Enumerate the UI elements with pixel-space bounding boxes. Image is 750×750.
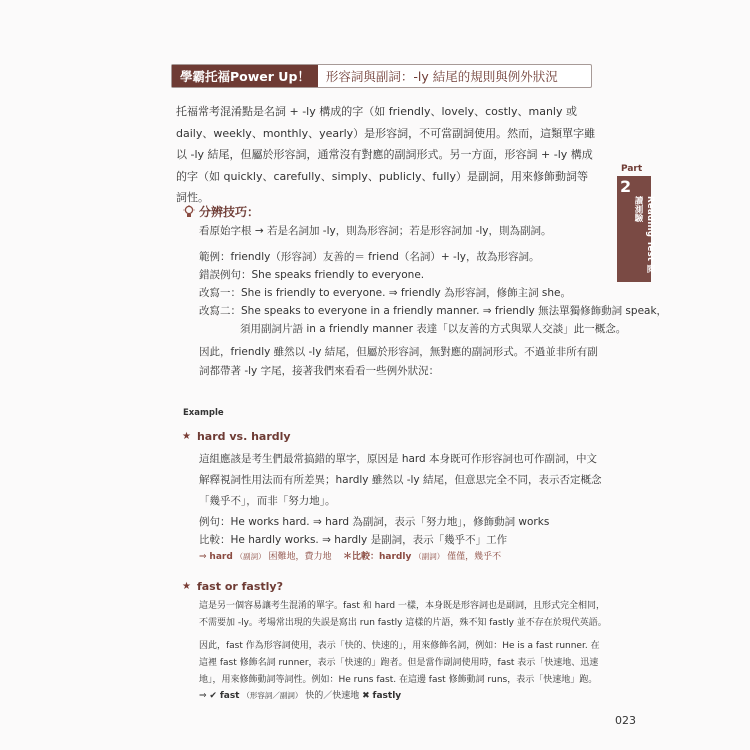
tips-wrong-sentence: 錯誤例句：She speaks friendly to everyone. [199, 269, 425, 281]
intro-paragraph: 托福常考混淆點是名詞 + -ly 構成的字（如 friendly、lovely、costly、manly 或 daily、weekly、monthly、yearly）是形容詞，不可當副詞使用。然而，這類單字雖以 -ly 結尾，但屬於形容詞，通常沒有對應的副詞形式。另一方面，形容詞 + -ly 構成的字（如 quickly、carefully、simply、publicly、fully）是副詞，用來修飾動詞等詞性。 [176, 105, 596, 204]
part-label: Part [621, 164, 643, 174]
note-compare-hardly: ＊比較：hardly [343, 552, 412, 562]
banner-title: 形容詞與副詞：-ly 結尾的規則與例外狀況 [325, 69, 558, 84]
section-hard-description: 這組應該是考生們最常搞錯的單字，原因是 hard 本身既可作形容詞也可作副詞，中文解釋視詞性用法而有所差異；hardly 雖然以 -ly 結尾，但意思完全不同，表示否定概念「幾乎不」，而非「努力地」。 [199, 453, 602, 507]
tips-rewrite-two: 改寫二：She speaks to everyone in a friendly manner. ⇒ friendly 無法單獨修飾動詞 speak， [199, 305, 668, 317]
note-wrong-fastly: fastly [372, 691, 402, 701]
part-side-tab [617, 164, 655, 282]
tips-conclusion: 因此，friendly 雖然以 -ly 結尾，但屬於形容詞，無對應的副詞形式。不過並非所有副詞都帶著 -ly 字尾，接著我們來看看一些例外狀況： [199, 346, 598, 377]
section-hard-note [199, 549, 501, 562]
lightbulb-icon [183, 205, 195, 219]
tips-heading-label: 分辨技巧： [199, 205, 260, 219]
tips-rewrite-one: 改寫一：She is friendly to everyone. ⇒ friendly 為形容詞，修飾主詞 she。 [199, 287, 572, 299]
arrow-icon: ⇒ [199, 552, 207, 562]
section-hard-title: hard vs. hardly [196, 430, 291, 443]
note-meaning-hard: 困難地，費力地 [268, 552, 332, 562]
star-icon: ★ [182, 581, 191, 592]
cross-icon: ✖ [362, 691, 370, 701]
section-fast-description-1: 這是另一個容易讓考生混淆的單字。fast 和 hard 一樣，本身既是形容詞也是副詞，且形式完全相同，不需要加 -ly。考場常出現的失誤是寫出 run fastly 這樣的片語，殊不知 fastly 並不存在於現代英語。 [199, 601, 607, 628]
part-title: Reading Test 閱讀測驗 [633, 196, 655, 274]
section-hard-heading [182, 430, 291, 443]
tips-rule: 看原始字根 → 若是名詞加 -ly，則為形容詞；若是形容詞加 -ly，則為副詞。 [199, 225, 552, 237]
section-hard-example: 例句：He works hard. ⇒ hard 為副詞，表示「努力地」，修飾動詞 works [199, 516, 550, 528]
section-fast-description-2: 因此，fast 作為形容詞使用，表示「快的、快速的」，用來修飾名詞，例如：He is a fast runner. 在這裡 fast 修飾名詞 runner，表示「快速的」跑者。但是當作副詞使用時，fast 表示「快速地、迅速地」，用來修飾動詞等詞性。例如：He runs fast. 在這邊 fast 修飾動詞 runs，表示「快速地」跑。 [199, 641, 600, 685]
note-meaning-hardly: 僅僅，幾乎不 [447, 552, 502, 562]
section-fast-note [199, 688, 401, 701]
part-number: 2 [620, 177, 632, 196]
star-icon: ★ [182, 431, 191, 442]
section-fast-title: fast or fastly? [196, 580, 283, 593]
section-hard-compare: 比較：He hardly works. ⇒ hardly 是副詞，表示「幾乎不」工作 [199, 534, 508, 546]
note-pos-fast: （形容詞／副詞） [242, 691, 303, 700]
note-word-fast: fast [219, 691, 240, 701]
note-meaning-fast: 快的／快速地 [305, 691, 360, 701]
page-number: 023 [615, 714, 636, 727]
check-icon: ⇒ ✔ [199, 691, 217, 701]
section-fast-heading [182, 580, 283, 593]
section-banner [171, 64, 592, 88]
tips-heading [183, 203, 259, 220]
tips-example: 範例：friendly（形容詞）友善的＝ friend（名詞）+ -ly，故為形容詞。 [199, 251, 540, 263]
note-word-hard: hard [209, 552, 233, 562]
tips-rewrite-two-cont: 須用副詞片語 in a friendly manner 表達「以友善的方式與眾人交談」此一概念。 [240, 323, 627, 335]
banner-label: 學霸托福Power Up！ [172, 65, 318, 87]
note-pos-hardly: （副詞） [414, 552, 445, 561]
example-tag: Example [183, 408, 224, 418]
note-pos-hard: （副詞） [235, 552, 266, 561]
part-tab-box [617, 176, 655, 282]
